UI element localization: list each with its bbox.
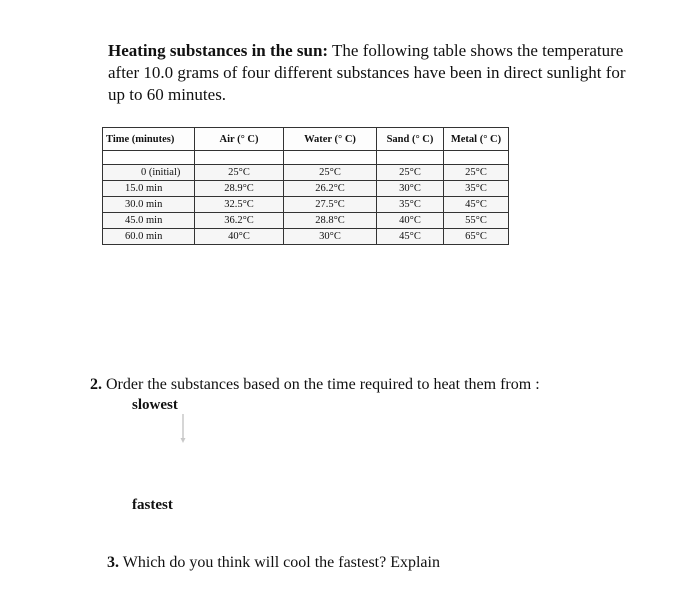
cell-air: 25°C bbox=[195, 165, 284, 181]
intro-text: The following table shows the temperature after 10.0 grams of four different substances have been in direct sunlight for up to 60 minutes. bbox=[108, 41, 626, 104]
header-air: Air (° C) bbox=[195, 128, 284, 151]
question-3-text: Which do you think will cool the fastest? Explain bbox=[119, 554, 440, 571]
down-arrow-icon bbox=[176, 414, 190, 444]
intro-title: Heating substances in the sun: bbox=[108, 41, 329, 60]
cell-time: 30.0 min bbox=[103, 197, 195, 213]
table-row bbox=[103, 165, 509, 181]
cell-metal: 65°C bbox=[444, 229, 509, 245]
header-metal: Metal (° C) bbox=[444, 128, 509, 151]
cell-air: 40°C bbox=[195, 229, 284, 245]
header-time: Time (minutes) bbox=[103, 128, 195, 151]
cell-sand: 45°C bbox=[377, 229, 444, 245]
cell-sand: 25°C bbox=[377, 165, 444, 181]
cell-time: 45.0 min bbox=[103, 213, 195, 229]
cell-sand: 30°C bbox=[377, 181, 444, 197]
question-2-number: 2. bbox=[90, 376, 102, 393]
header-sand: Sand (° C) bbox=[377, 128, 444, 151]
table-row bbox=[103, 181, 509, 197]
table-row bbox=[103, 197, 509, 213]
cell-water: 27.5°C bbox=[284, 197, 377, 213]
question-2 bbox=[90, 376, 540, 394]
fastest-label: fastest bbox=[132, 497, 173, 513]
cell-water: 25°C bbox=[284, 165, 377, 181]
table-spacer-row bbox=[103, 151, 509, 165]
table-row bbox=[103, 229, 509, 245]
cell-metal: 55°C bbox=[444, 213, 509, 229]
cell-time: 0 (initial) bbox=[103, 165, 195, 181]
cell-time: 15.0 min bbox=[103, 181, 195, 197]
header-water: Water (° C) bbox=[284, 128, 377, 151]
intro-paragraph bbox=[108, 40, 638, 106]
cell-time: 60.0 min bbox=[103, 229, 195, 245]
cell-metal: 35°C bbox=[444, 181, 509, 197]
cell-air: 36.2°C bbox=[195, 213, 284, 229]
question-2-text: Order the substances based on the time required to heat them from : bbox=[102, 376, 540, 393]
cell-air: 32.5°C bbox=[195, 197, 284, 213]
question-3-number: 3. bbox=[107, 554, 119, 571]
cell-water: 28.8°C bbox=[284, 213, 377, 229]
question-3 bbox=[107, 554, 440, 572]
cell-water: 30°C bbox=[284, 229, 377, 245]
cell-metal: 25°C bbox=[444, 165, 509, 181]
table-header-row bbox=[103, 128, 509, 151]
temperature-table bbox=[102, 127, 509, 245]
cell-sand: 40°C bbox=[377, 213, 444, 229]
slowest-label: slowest bbox=[132, 397, 178, 413]
cell-metal: 45°C bbox=[444, 197, 509, 213]
cell-air: 28.9°C bbox=[195, 181, 284, 197]
cell-sand: 35°C bbox=[377, 197, 444, 213]
table-row bbox=[103, 213, 509, 229]
cell-water: 26.2°C bbox=[284, 181, 377, 197]
